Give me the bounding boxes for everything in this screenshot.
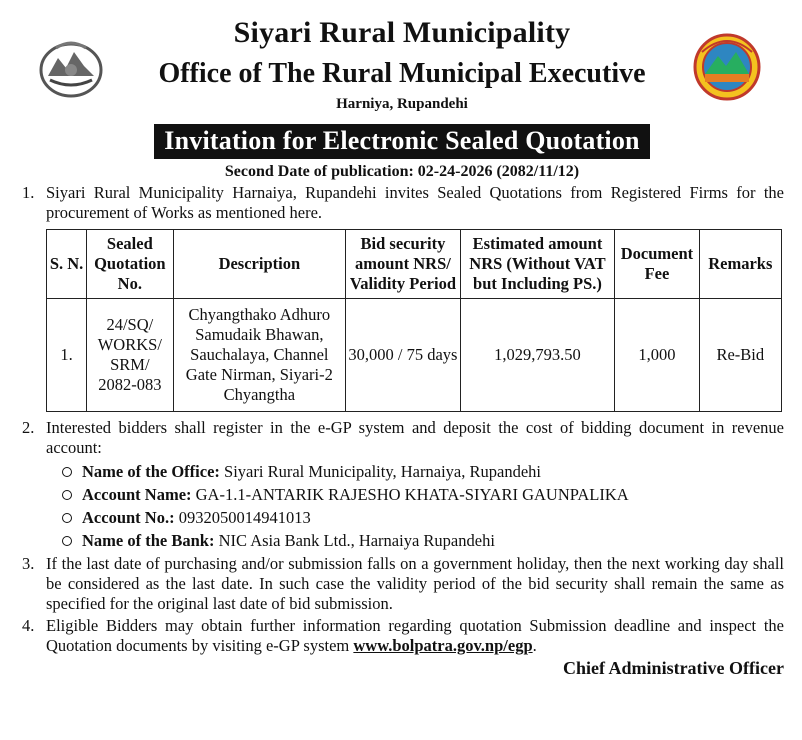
item-value: 0932050014941013 — [178, 508, 311, 527]
col-header-remarks: Remarks — [699, 230, 781, 299]
paragraph-end: . — [532, 636, 537, 655]
item-label: Account No.: — [82, 508, 175, 527]
cell-description: Chyangthako Adhuro Samudaik Bhawan, Sauchalaya, Channel Gate Nirman, Siyari-2 Chyangtha — [173, 299, 346, 412]
col-header-estimated: Estimated amount NRS (Without VAT but Including PS.) — [460, 230, 615, 299]
cell-estimated: 1,029,793.50 — [460, 299, 615, 412]
publication-date: Second Date of publication: 02-24-2026 (2082/11/12) — [224, 163, 580, 180]
paragraph-text: Eligible Bidders may obtain further information regarding quotation Submission deadline and inspect the Quotation documents by visiting e-GP system — [46, 616, 784, 655]
col-header-fee: Document Fee — [615, 230, 699, 299]
paragraph-text: Interested bidders shall register in the e-GP system and deposit the cost of bidding document in revenue account: — [46, 418, 784, 457]
circle-bullet-icon — [62, 467, 72, 477]
col-header-quotation-no: Sealed Quotation No. — [87, 230, 173, 299]
cell-bid-security: 30,000 / 75 days — [346, 299, 460, 412]
list-item — [62, 460, 784, 483]
paragraph-number: 4. — [22, 616, 35, 635]
list-item — [62, 529, 784, 552]
paragraph-3 — [20, 554, 784, 614]
item-value: NIC Asia Bank Ltd., Harnaiya Rupandehi — [218, 531, 495, 550]
table-header-row — [47, 230, 782, 299]
item-label: Name of the Office: — [82, 462, 220, 481]
paragraph-4 — [20, 616, 784, 656]
paragraph-number: 2. — [22, 418, 35, 437]
account-list — [20, 460, 784, 552]
office-address: Harniya, Rupandehi — [336, 96, 468, 112]
paragraph-text: If the last date of purchasing and/or submission falls on a government holiday, then the next working day shall be considered as the last date. In such case the validity period of the bid security shall remain the same as specified for the original last date of bid submission. — [46, 554, 784, 613]
banner-wrap — [20, 124, 784, 159]
col-header-bid-security: Bid security amount NRS/ Validity Period — [346, 230, 460, 299]
list-item — [62, 506, 784, 529]
item-label: Account Name: — [82, 485, 192, 504]
cell-fee: 1,000 — [615, 299, 699, 412]
quotation-table — [46, 229, 782, 412]
circle-bullet-icon — [62, 536, 72, 546]
item-value: Siyari Rural Municipality, Harnaiya, Rupandehi — [224, 462, 541, 481]
paragraph-number: 3. — [22, 554, 35, 573]
table-row — [47, 299, 782, 412]
list-item — [62, 483, 784, 506]
municipality-logo-icon — [692, 30, 762, 104]
signoff: Chief Administrative Officer — [563, 658, 784, 678]
circle-bullet-icon — [62, 490, 72, 500]
cell-quotation-no: 24/SQ/ WORKS/ SRM/ 2082-083 — [87, 299, 173, 412]
circle-bullet-icon — [62, 513, 72, 523]
item-label: Name of the Bank: — [82, 531, 215, 550]
egp-link[interactable]: www.bolpatra.gov.np/egp — [353, 636, 533, 655]
header — [20, 0, 784, 122]
col-header-description: Description — [173, 230, 346, 299]
paragraph-number: 1. — [22, 183, 35, 202]
cell-remarks: Re-Bid — [699, 299, 781, 412]
municipality-title: Siyari Rural Municipality — [233, 16, 571, 49]
office-title: Office of The Rural Municipal Executive — [158, 58, 646, 89]
cell-sn: 1. — [47, 299, 87, 412]
item-value: GA-1.1-ANTARIK RAJESHO KHATA-SIYARI GAUNPALIKA — [195, 485, 629, 504]
paragraph-2 — [20, 418, 784, 458]
paragraph-1 — [20, 183, 784, 223]
col-header-sn: S. N. — [47, 230, 87, 299]
paragraph-text: Siyari Rural Municipality Harnaiya, Rupandehi invites Sealed Quotations from Registered Firms for the procurement of Works as mentioned here. — [46, 183, 784, 222]
notice-banner: Invitation for Electronic Sealed Quotation — [154, 124, 649, 159]
